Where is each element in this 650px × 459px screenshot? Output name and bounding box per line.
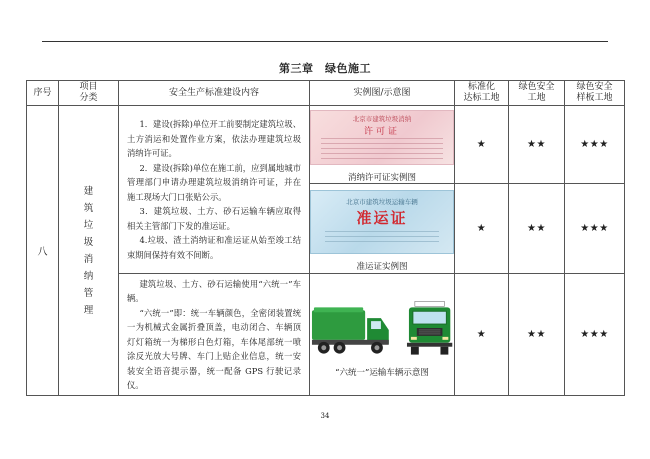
table-header-row: [27, 81, 625, 106]
rating-green: ★★: [509, 106, 565, 184]
category-char: 理: [83, 304, 94, 316]
permit-image-org: 北京市建筑垃圾消纳: [352, 115, 412, 123]
table-row: [27, 106, 625, 184]
header-content: 安全生产标准建设内容: [119, 81, 310, 106]
example-transport: [310, 184, 455, 274]
example-permit: [310, 106, 455, 184]
permit-image: [310, 110, 454, 165]
transport-image-title: 准运证: [356, 208, 408, 227]
transport-image-org: 北京市建筑垃圾运输车辆: [346, 197, 418, 206]
category-char: 消: [83, 253, 94, 265]
permit-image-lines: [321, 138, 443, 160]
content-paragraph: 4.垃圾、渣土消纳证和准运证从始至竣工结束期间保持有效不间断。: [127, 235, 301, 260]
rating-green: ★★: [509, 274, 565, 396]
transport-caption: 准运证实例图: [356, 261, 408, 272]
header-green-model: 绿色安全 样板工地: [565, 81, 625, 106]
truck-illustrations: [310, 300, 454, 356]
permit-caption: 消纳许可证实例图: [347, 173, 416, 183]
permit-image-title: 许可证: [363, 127, 400, 137]
rating-green-model: ★★★: [565, 184, 625, 274]
trucks-caption: “六统一”运输车辆示意图: [335, 367, 429, 378]
category-char: 圾: [83, 236, 94, 248]
standards-table: [26, 80, 625, 396]
page-number: 34: [320, 412, 330, 420]
content-paragraph: 2．建设(拆除)单位在施工前，应到属地城市管理部门申请办理建筑垃圾消纳许可证，并在施工现场大门口张贴公示。: [127, 162, 301, 202]
header-seq: 序号: [27, 81, 59, 106]
header-green: 绿色安全 工地: [509, 81, 565, 106]
rating-green: ★★: [509, 184, 565, 274]
content-paragraph: 建筑垃圾、土方、砂石运输使用“六统一”车辆。: [127, 278, 301, 303]
category-char: 垃: [83, 219, 94, 231]
transport-permit-image: [310, 190, 454, 254]
category-char: 筑: [83, 202, 94, 214]
content-paragraph: “六统一”即：统一车辆颜色，全密闭装置统一为机械式金属折叠顶盖，电动闭合、车辆顶灯灯箱统一为梯形白色灯箱，车体尾部统一喷涂反光放大号牌、车门上贴企业信息，统一安装安全语音提示器，统一配备 GPS 行驶记录仪。: [127, 307, 301, 390]
row-seq: 八: [27, 106, 59, 396]
rating-standard: ★: [455, 184, 509, 274]
header-standard: 标准化 达标工地: [455, 81, 509, 106]
rating-standard: ★: [455, 106, 509, 184]
header-category: 项目 分类: [59, 81, 119, 106]
category-char: 建: [83, 185, 94, 197]
rating-standard: ★: [455, 274, 509, 396]
rating-green-model: ★★★: [565, 274, 625, 396]
header-rule: [42, 41, 608, 42]
chapter-title: 第三章 绿色施工: [279, 62, 371, 75]
row-category: [59, 106, 119, 396]
truck-side-icon: [310, 304, 391, 356]
transport-image-lines: [325, 231, 439, 245]
example-trucks: [310, 274, 455, 396]
truck-front-icon: [405, 300, 454, 356]
rating-green-model: ★★★: [565, 106, 625, 184]
category-char: 纳: [83, 270, 94, 282]
content-six-unified: [119, 274, 310, 396]
content-paragraph: 3．建筑垃圾、土方、砂石运输车辆应取得相关主管部门下发的准运证。: [127, 206, 301, 231]
header-example: 实例图/示意图: [310, 81, 455, 106]
category-char: 管: [83, 287, 94, 299]
content-paragraph: 1．建设(拆除)单位开工前要制定建筑垃圾、土方消运和处置作业方案，依法办理建筑垃圾消纳许可证。: [127, 119, 301, 158]
content-permits: [119, 106, 310, 274]
